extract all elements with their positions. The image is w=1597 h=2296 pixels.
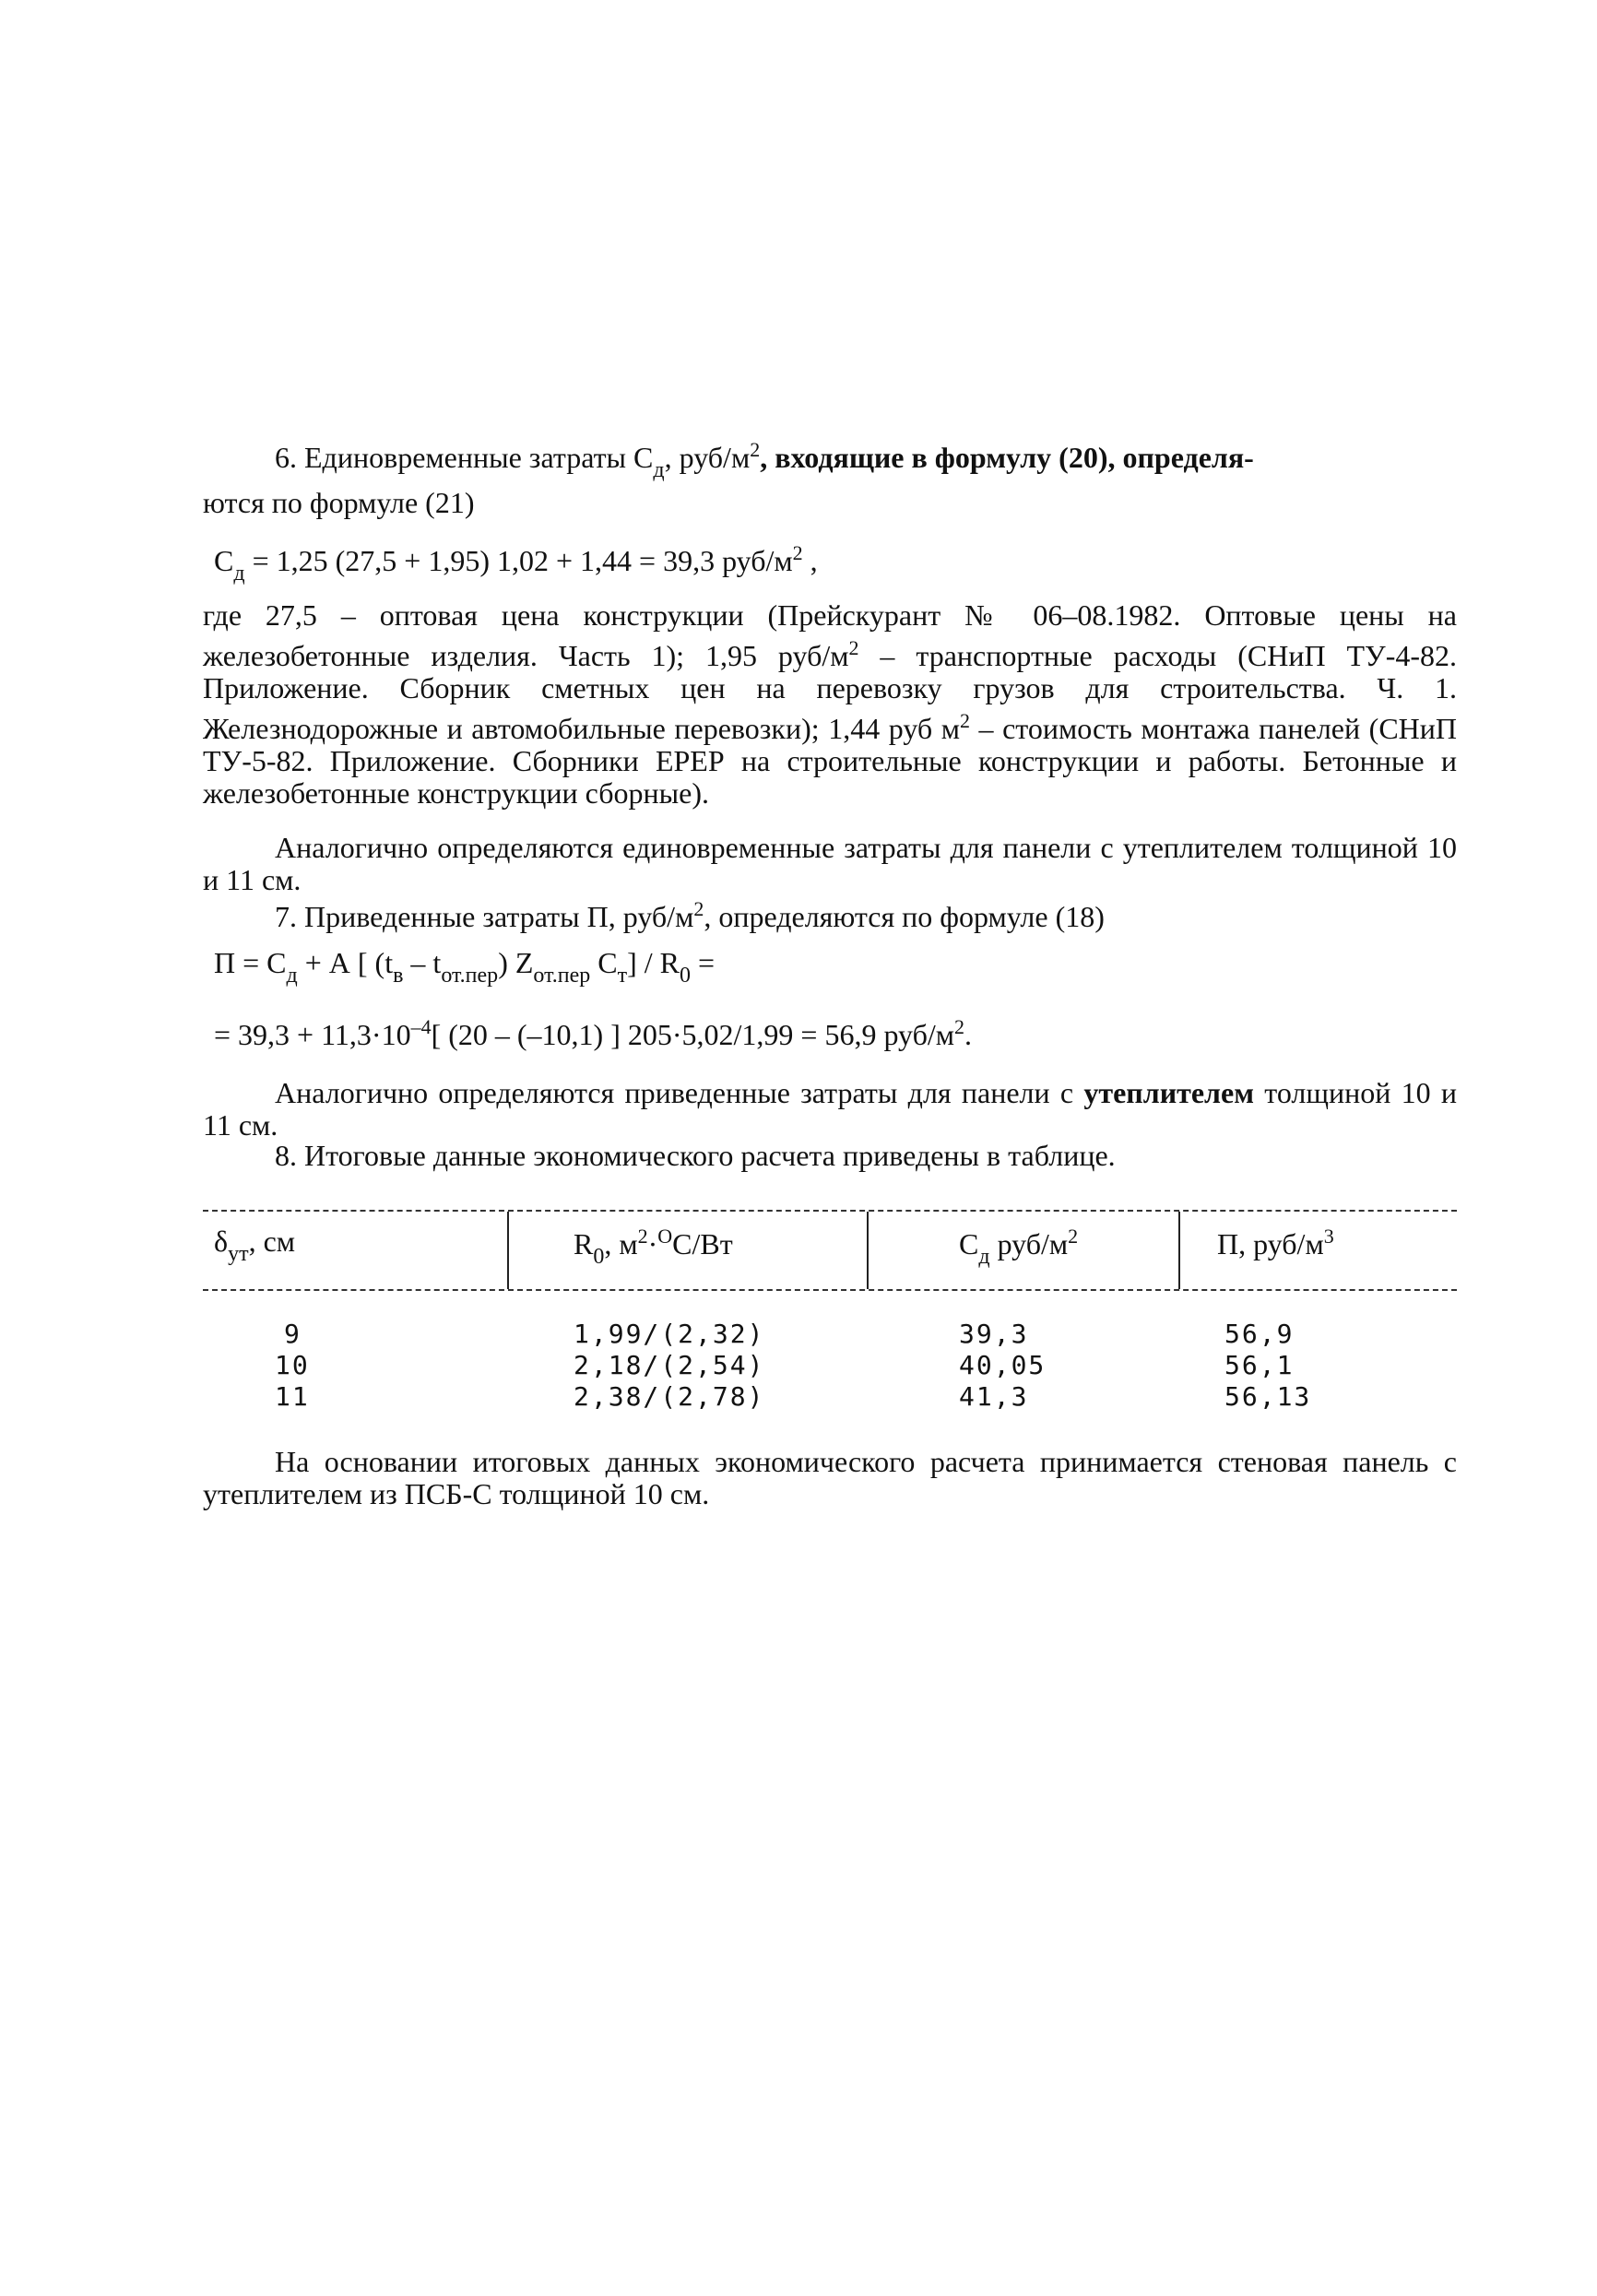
- table-row: [203, 1350, 1457, 1381]
- cell-thickness: 11: [275, 1381, 310, 1412]
- eq18-part-f: ] / R: [627, 946, 680, 979]
- eq18-sub-t: т: [617, 964, 628, 988]
- header-capital-sub: д: [978, 1245, 990, 1269]
- eq18-sub-op: от.пер: [441, 964, 499, 988]
- header-capital-symbol: С: [959, 1227, 979, 1260]
- header-reduced-cube: 3: [1323, 1225, 1334, 1248]
- eq18-l2-part-b: [ (20 – (–10,1) ] 205·5,02/1,99 = 56,9 руб/м: [431, 1018, 955, 1051]
- header-resistance-degree: O: [657, 1225, 673, 1248]
- where-part-2: – транспортные расходы (СНиП ТУ-4-82. Приложение. Сборник сметных цен на перевозку грузов для строительства. Ч. 1. Железнодорожные и автомобильные перевозки); 1,44 руб м: [203, 639, 1457, 745]
- results-table: [203, 1199, 1457, 1438]
- eq21-tail: ,: [802, 544, 818, 577]
- item-7-lead: 7. Приведенные затраты П, руб/м: [275, 900, 694, 933]
- cell-capital-cost: 41,3: [959, 1381, 1029, 1412]
- header-thickness-unit: , см: [248, 1225, 296, 1258]
- eq18-part-c: – t: [403, 946, 442, 979]
- table-row: [203, 1381, 1457, 1413]
- analog-2-tail: толщиной 10 и 11 см.: [203, 1076, 1458, 1142]
- item-6-subscript: д: [653, 458, 665, 482]
- header-resistance-dot: ·: [647, 1227, 658, 1260]
- eq18-l2-exponent: –4: [410, 1015, 432, 1038]
- cell-resistance: 2,38/(2,78): [574, 1381, 765, 1412]
- item-7-paragraph: [203, 893, 1457, 933]
- analog-2-paragraph: [203, 1077, 1457, 1142]
- eq18-l2-square: 2: [954, 1015, 965, 1038]
- eq18-part-e: С: [590, 946, 618, 979]
- header-resistance-sub: 0: [593, 1245, 605, 1269]
- eq18-part-b: + А [ (t: [297, 946, 394, 979]
- eq18-part-g: =: [691, 946, 716, 979]
- header-reduced-label: П, руб/м: [1217, 1227, 1324, 1260]
- item-6-square: 2: [750, 438, 761, 461]
- eq18-sub-v: в: [393, 964, 404, 988]
- table-column-divider: [507, 1212, 509, 1289]
- table-row: [203, 1319, 1457, 1350]
- header-resistance-symbol: R: [574, 1227, 594, 1260]
- analog-2-text: Аналогично определяются приведенные затраты для панели с: [275, 1076, 1084, 1109]
- header-capital-square: 2: [1068, 1225, 1079, 1248]
- where-square-1: 2: [848, 636, 859, 659]
- table-column-divider: [1178, 1212, 1180, 1289]
- cell-reduced-cost: 56,9: [1224, 1319, 1295, 1349]
- item-6-lead: 6. Единовременные затраты С: [275, 441, 654, 474]
- header-thickness-sub: ут: [228, 1242, 249, 1266]
- cell-thickness: 9: [284, 1319, 302, 1349]
- eq21-body: = 1,25 (27,5 + 1,95) 1,02 + 1,44 = 39,3 руб/м: [244, 544, 793, 577]
- eq18-sub-0: 0: [680, 964, 691, 988]
- eq21-square: 2: [792, 541, 803, 564]
- header-resistance-unit2: С/Вт: [672, 1227, 733, 1260]
- item-7-rest: , определяются по формуле (18): [704, 900, 1105, 933]
- cell-resistance: 1,99/(2,32): [574, 1319, 765, 1349]
- item-6-paragraph: [203, 433, 1457, 519]
- cell-thickness: 10: [275, 1350, 310, 1380]
- cell-capital-cost: 40,05: [959, 1350, 1047, 1380]
- item-6-line2: ются по формуле (21): [203, 486, 475, 519]
- header-thickness: [214, 1225, 295, 1267]
- cell-capital-cost: 39,3: [959, 1319, 1029, 1349]
- equation-18-line-2: [214, 1009, 972, 1053]
- analog-2-bold: утеплителем: [1083, 1076, 1254, 1109]
- where-part-1: где 27,5 – оптовая цена конструкции (Прейскурант № 06–08.1982. Оптовые цены на железобетонные изделия. Часть 1); 1,95 руб/м: [203, 598, 1457, 672]
- equation-18-line-1: [214, 944, 715, 994]
- eq21-lhs: С: [214, 544, 234, 577]
- cell-resistance: 2,18/(2,54): [574, 1350, 765, 1380]
- item-7-square: 2: [693, 897, 704, 920]
- conclusion-paragraph: На основании итоговых данных экономического расчета принимается стеновая панель с утеплителем из ПСБ-С толщиной 10 см.: [203, 1445, 1457, 1510]
- header-capital-cost: [959, 1225, 1078, 1270]
- where-square-2: 2: [959, 709, 970, 732]
- eq18-l2-part-c: .: [964, 1018, 973, 1051]
- table-header-rule: [203, 1289, 1457, 1291]
- header-resistance-unit: , м: [604, 1227, 638, 1260]
- header-resistance-square: 2: [637, 1225, 648, 1248]
- table-column-divider: [867, 1212, 869, 1289]
- header-reduced-cost: [1217, 1225, 1334, 1261]
- eq18-sub-d: д: [286, 964, 298, 988]
- header-capital-unit: руб/м: [989, 1227, 1069, 1260]
- eq21-lhs-sub: д: [233, 562, 245, 586]
- item-6-bold: , входящие в формулу (20), определя-: [760, 441, 1254, 474]
- header-thickness-symbol: δ: [214, 1225, 229, 1258]
- where-part-3: – стоимость монтажа панелей (СНиП ТУ-5-82. Приложение. Сборники ЕРЕР на строительные конструкции и работы. Бетонные и железобетонные конструкции сборные).: [203, 712, 1458, 810]
- eq18-l2-part-a: = 39,3 + 11,3·10: [214, 1018, 411, 1051]
- equation-21: [214, 535, 818, 592]
- item-6-unit: , руб/м: [664, 441, 751, 474]
- cell-reduced-cost: 56,1: [1224, 1350, 1295, 1380]
- eq18-part-a: П = С: [214, 946, 287, 979]
- analog-1-paragraph: Аналогично определяются единовременные затраты для панели с утеплителем толщиной 10 и 11 см.: [203, 831, 1457, 896]
- table-top-rule: [203, 1210, 1457, 1212]
- eq18-sub-op2: от.пер: [533, 964, 591, 988]
- where-paragraph: [203, 599, 1457, 810]
- item-8-paragraph: 8. Итоговые данные экономического расчета приведены в таблице.: [275, 1139, 1116, 1172]
- cell-reduced-cost: 56,13: [1224, 1381, 1312, 1412]
- header-resistance: [574, 1225, 733, 1270]
- eq18-part-d: ) Z: [498, 946, 534, 979]
